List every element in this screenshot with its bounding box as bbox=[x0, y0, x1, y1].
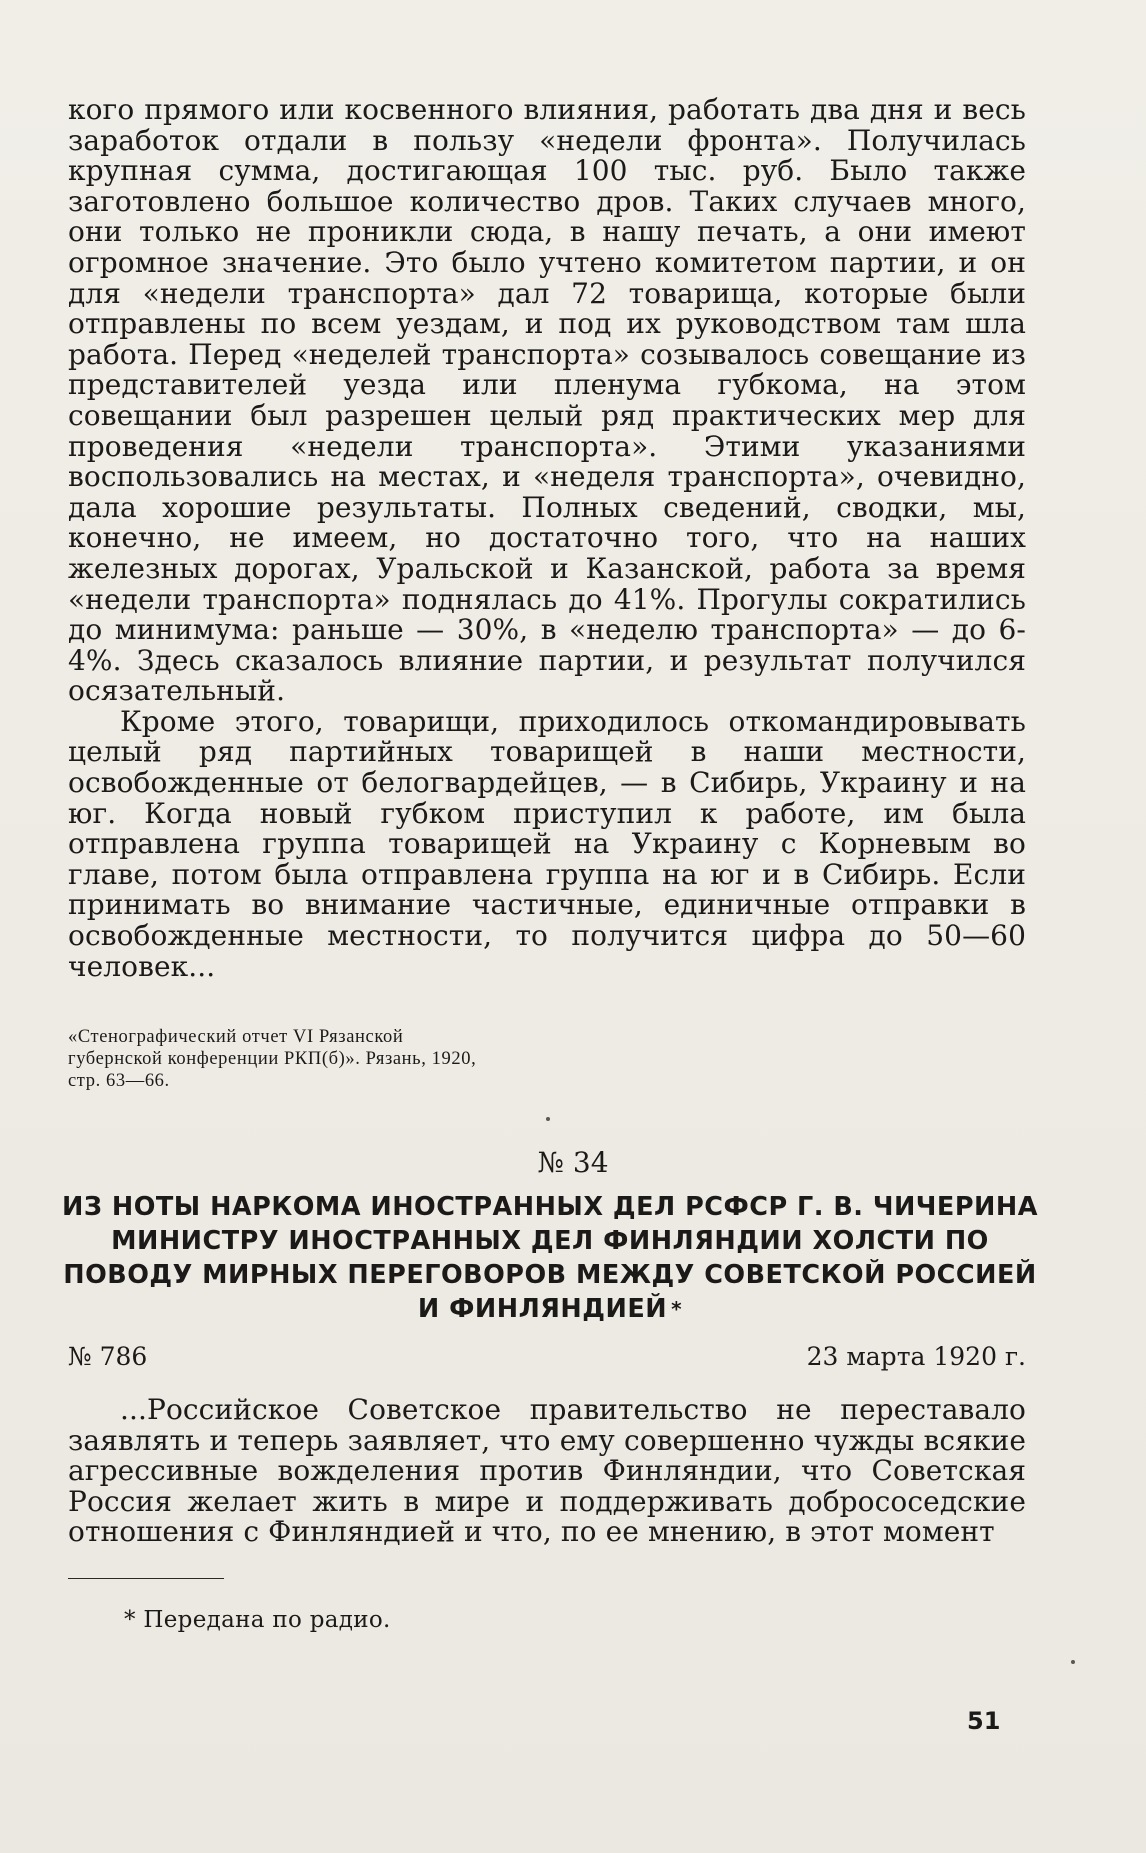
document-number: № 34 bbox=[537, 1146, 609, 1179]
note-number: № 786 bbox=[68, 1342, 148, 1371]
document-title bbox=[60, 1190, 1040, 1326]
title-footnote-marker: * bbox=[671, 1297, 683, 1321]
note-meta bbox=[68, 1342, 1026, 1371]
note-text bbox=[68, 1395, 1026, 1548]
print-speck bbox=[546, 1117, 550, 1121]
paragraph-1: кого прямого или косвенного влияния, работать два дня и весь заработок отдали в пользу «недели фронта». Получилась крупная сумма, достигающая 100 тыс. руб. Было также заготовлено большое количество дров. Таких случаев много, они только не проникли сюда, в нашу печать, а они имеют огромное значение. Это было учтено комитетом партии, и он для «недели транспорта» дал 72 товарища, которые были отправлены по всем уездам, и под их руководством там шла работа. Перед «неделей транспорта» созывалось совещание из представителей уезда или пленума губкома, на этом совещании был разрешен целый ряд практических мер для проведения «недели транспорта». Этими указаниями воспользовались на местах, и «неделя транспорта», очевидно, дала хорошие результаты. Полных сведений, сводки, мы, конечно, не имеем, но достаточно того, что на наших железных дорогах, Уральской и Казанской, работа за время «недели транспорта» поднялась до 41%. Прогулы сократились до минимума: раньше — 30%, в «неделю транспорта» — до 6-4%. Здесь сказалось влияние партии, и результат получился осязательный. bbox=[68, 93, 1026, 708]
continued-text bbox=[68, 95, 1026, 982]
page-number: 51 bbox=[967, 1707, 1001, 1735]
title-text: ИЗ НОТЫ НАРКОМА ИНОСТРАННЫХ ДЕЛ РСФСР Г. В. ЧИЧЕРИНА МИНИСТРУ ИНОСТРАННЫХ ДЕЛ ФИНЛЯНДИИ ХОЛСТИ ПО ПОВОДУ МИРНЫХ ПЕРЕГОВОРОВ МЕЖДУ СОВЕТСКОЙ РОССИЕЙ И ФИНЛЯНДИЕЙ bbox=[62, 1192, 1038, 1324]
paragraph-2: Кроме этого, товарищи, приходилось откомандировывать целый ряд партийных товарищей в наши местности, освобожденные от белогвардейцев, — в Сибирь, Украину и на юг. Когда новый губком приступил к работе, им была отправлена группа товарищей на Украину с Корневым во главе, потом была отправлена группа на юг и в Сибирь. Если принимать во внимание частичные, единичные отправки в освобожденные местности, то получится цифра до 50—60 человек... bbox=[68, 704, 1026, 983]
footnote: * Передана по радио. bbox=[124, 1607, 391, 1633]
note-body: ...Российское Советское правительство не переставало заявлять и теперь заявляет, что ему совершенно чужды всякие агрессивные вожделения против Финляндии, что Советская Россия желает жить в мире и поддерживать добрососедские отношения с Финляндией и что, по ее мнению, в этот момент bbox=[68, 1393, 1026, 1549]
note-date: 23 марта 1920 г. bbox=[806, 1342, 1026, 1371]
footnote-rule bbox=[68, 1578, 224, 1579]
source-citation: «Стенографический отчет VI Рязанской губернской конференции РКП(б)». Рязань, 1920, стр. 63—66. bbox=[68, 1027, 477, 1091]
print-speck bbox=[1071, 1660, 1075, 1664]
